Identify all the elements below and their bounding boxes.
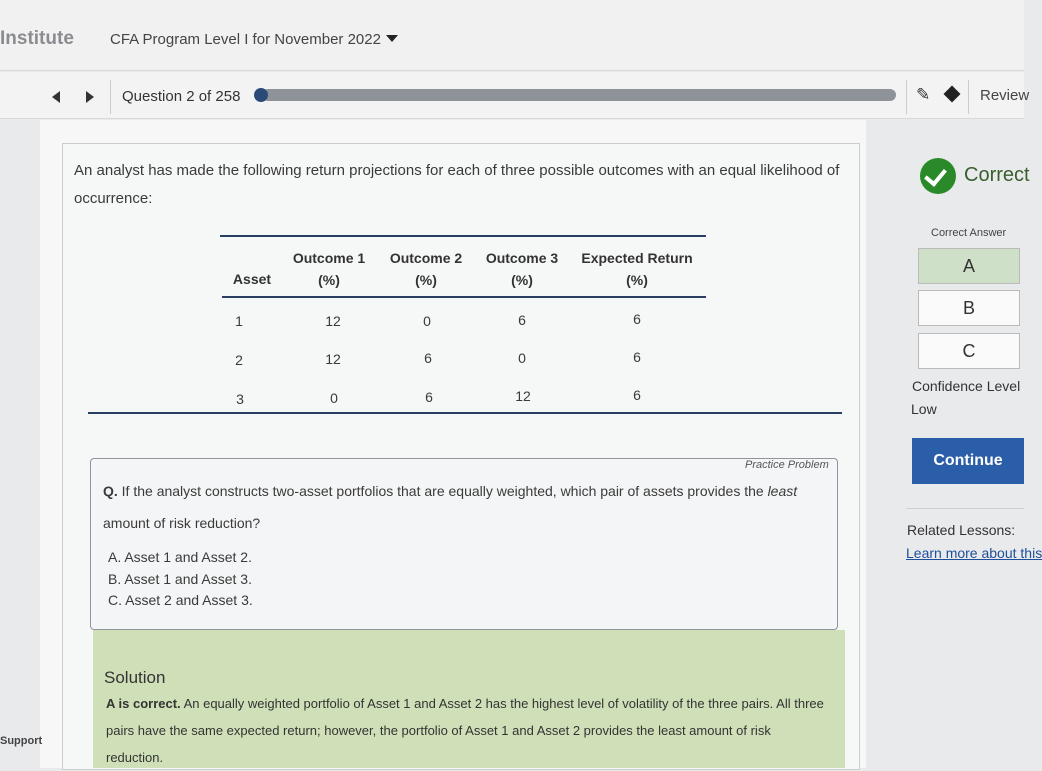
previous-question-icon[interactable] (52, 91, 60, 103)
question-stem-end: amount of risk reduction? (103, 515, 261, 531)
program-label: CFA Program Level I for November 2022 (110, 31, 381, 48)
cell-r1-er: 6 (633, 311, 641, 327)
option-a[interactable]: A. Asset 1 and Asset 2. (108, 549, 252, 565)
question-text (103, 475, 828, 539)
program-selector[interactable] (110, 31, 398, 48)
caret-down-icon (386, 35, 398, 42)
question-prefix: Q. (103, 483, 118, 499)
cell-r2-o1: 12 (325, 351, 341, 367)
practice-problem-label: Practice Problem (745, 459, 829, 471)
table-header-expected-return: Expected Return (%) (581, 250, 693, 288)
correct-answer-label: Correct Answer (931, 227, 1007, 239)
table-header-outcome1: Outcome 1 (%) (292, 250, 366, 288)
cell-r3-o2: 6 (425, 389, 433, 405)
cell-r2-o3: 0 (518, 350, 526, 366)
cell-r1-o3: 6 (518, 312, 526, 328)
review-divider (968, 80, 969, 114)
question-emphasis: least (767, 483, 798, 499)
table-top-rule (220, 235, 706, 237)
table-header-rule (222, 296, 706, 298)
check-icon (920, 158, 956, 194)
support-link[interactable]: Support (0, 735, 43, 747)
solution-text (106, 690, 826, 771)
table-header-outcome2: Outcome 2 (%) (389, 250, 463, 288)
progress-handle[interactable] (254, 88, 268, 102)
table-header-asset: Asset (232, 271, 272, 287)
tools-divider (906, 80, 907, 114)
solution-body: An equally weighted portfolio of Asset 1 and Asset 2 has the highest level of volatility of the three pairs. All three pairs have the same expected return; however, the portfolio of Asset 1 and Asset 2 provides the least amount of risk reduction. (106, 696, 824, 765)
cell-r2-asset: 2 (235, 352, 243, 368)
continue-button[interactable]: Continue (912, 438, 1024, 484)
answer-b-button[interactable]: B (918, 290, 1020, 326)
review-button[interactable]: Review (980, 87, 1030, 104)
cell-r3-o1: 0 (330, 390, 338, 406)
cell-r1-o1: 12 (325, 313, 341, 329)
option-b[interactable]: B. Asset 1 and Asset 3. (108, 571, 252, 587)
question-counter: Question 2 of 258 (122, 88, 241, 105)
cell-r3-asset: 3 (236, 391, 244, 407)
question-stem-start: If the analyst constructs two-asset portfolios that are equally weighted, which pair of assets provides the (121, 483, 764, 499)
answer-a-button[interactable]: A (918, 248, 1020, 284)
highlighter-icon[interactable]: ✎ (916, 85, 931, 104)
solution-title: Solution (104, 668, 166, 687)
cell-r2-er: 6 (633, 349, 641, 365)
table-bottom-rule (88, 412, 842, 414)
brand-logo: Institute (0, 28, 74, 49)
cell-r1-asset: 1 (235, 313, 243, 329)
nav-divider (110, 80, 111, 114)
answer-c-button[interactable]: C (918, 333, 1020, 369)
confidence-label: Confidence Level (912, 378, 1021, 394)
option-c[interactable]: C. Asset 2 and Asset 3. (108, 592, 253, 608)
next-question-icon[interactable] (86, 91, 94, 103)
learn-more-link[interactable]: Learn more about this (906, 545, 1042, 561)
question-intro: An analyst has made the following return projections for each of three possible outcomes with an equal likelihood of occurrence: (74, 162, 840, 207)
cell-r3-er: 6 (633, 387, 641, 403)
result-label: Correct (964, 164, 1030, 186)
cell-r2-o2: 6 (424, 350, 432, 366)
related-lessons-label: Related Lessons: (907, 522, 1016, 538)
progress-track (262, 89, 896, 101)
confidence-value: Low (911, 401, 937, 417)
table-header-outcome3: Outcome 3 (%) (485, 250, 559, 288)
sidebar-divider (906, 508, 1024, 509)
cell-r1-o2: 0 (423, 313, 431, 329)
cell-r3-o3: 12 (515, 388, 531, 404)
solution-lead: A is correct. (106, 696, 181, 711)
